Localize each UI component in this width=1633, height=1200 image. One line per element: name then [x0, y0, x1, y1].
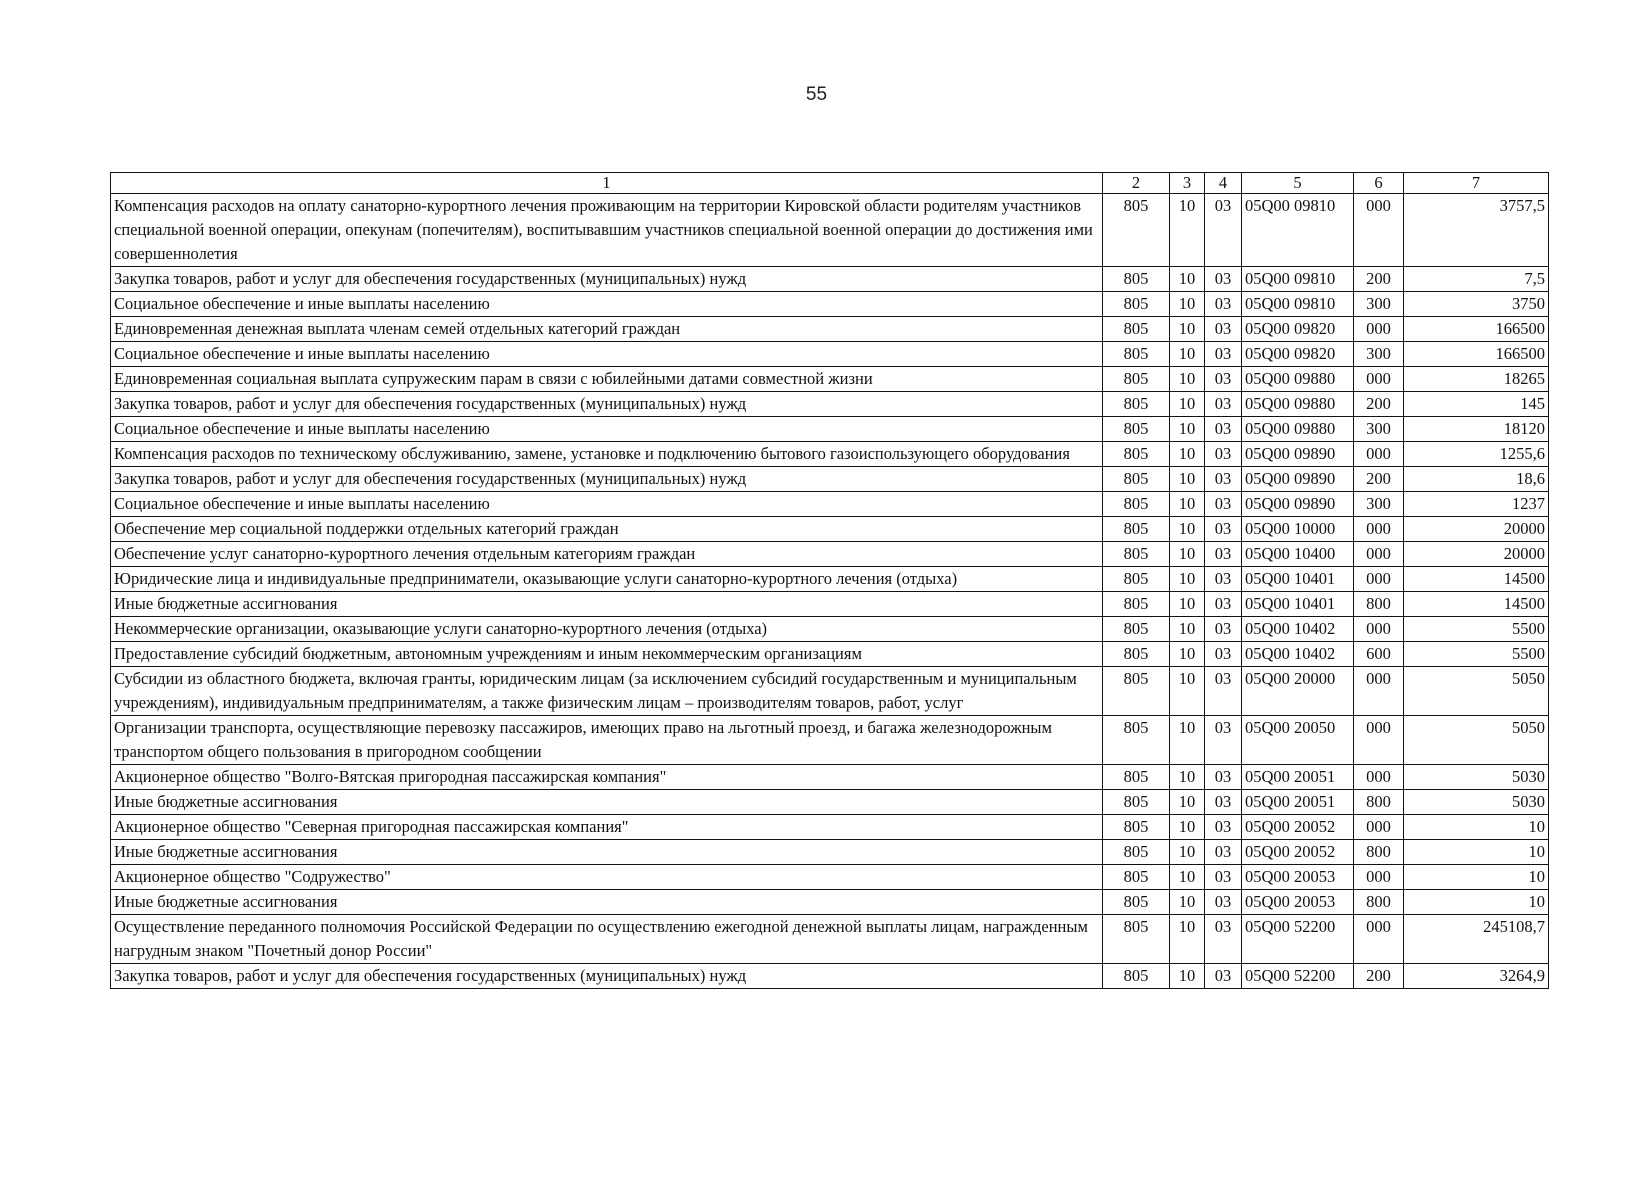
row-ved-cell: 805	[1103, 292, 1170, 317]
row-amount-cell: 3750	[1404, 292, 1549, 317]
row-section-cell: 10	[1170, 292, 1205, 317]
row-subsection-cell: 03	[1205, 317, 1242, 342]
row-section-cell: 10	[1170, 417, 1205, 442]
row-ved-cell: 805	[1103, 317, 1170, 342]
row-name-cell: Иные бюджетные ассигнования	[111, 790, 1103, 815]
row-name-cell: Закупка товаров, работ и услуг для обеспечения государственных (муниципальных) нужд	[111, 467, 1103, 492]
row-subsection-cell: 03	[1205, 865, 1242, 890]
row-amount-cell: 10	[1404, 865, 1549, 890]
row-name-cell: Иные бюджетные ассигнования	[111, 890, 1103, 915]
row-target-article-cell: 05Q00 09880	[1242, 417, 1354, 442]
table-row	[111, 865, 1549, 890]
row-name-cell: Социальное обеспечение и иные выплаты населению	[111, 417, 1103, 442]
row-expense-type-cell: 300	[1354, 492, 1404, 517]
column-header: 1	[111, 173, 1103, 194]
row-ved-cell: 805	[1103, 267, 1170, 292]
table-row	[111, 392, 1549, 417]
row-amount-cell: 5050	[1404, 667, 1549, 716]
row-section-cell: 10	[1170, 517, 1205, 542]
row-ved-cell: 805	[1103, 716, 1170, 765]
row-name-cell: Закупка товаров, работ и услуг для обеспечения государственных (муниципальных) нужд	[111, 267, 1103, 292]
table-body	[111, 194, 1549, 989]
row-target-article-cell: 05Q00 10000	[1242, 517, 1354, 542]
row-target-article-cell: 05Q00 52200	[1242, 964, 1354, 989]
row-expense-type-cell: 000	[1354, 865, 1404, 890]
row-subsection-cell: 03	[1205, 292, 1242, 317]
row-section-cell: 10	[1170, 442, 1205, 467]
row-expense-type-cell: 800	[1354, 790, 1404, 815]
row-expense-type-cell: 200	[1354, 392, 1404, 417]
table-row	[111, 642, 1549, 667]
row-expense-type-cell: 000	[1354, 617, 1404, 642]
row-expense-type-cell: 000	[1354, 765, 1404, 790]
row-target-article-cell: 05Q00 20051	[1242, 765, 1354, 790]
row-expense-type-cell: 000	[1354, 317, 1404, 342]
table-row	[111, 342, 1549, 367]
row-section-cell: 10	[1170, 642, 1205, 667]
row-target-article-cell: 05Q00 10401	[1242, 592, 1354, 617]
row-subsection-cell: 03	[1205, 492, 1242, 517]
table-header	[111, 173, 1549, 194]
row-amount-cell: 18,6	[1404, 467, 1549, 492]
table-row	[111, 194, 1549, 267]
row-name-cell: Предоставление субсидий бюджетным, автономным учреждениям и иным некоммерческим организациям	[111, 642, 1103, 667]
row-section-cell: 10	[1170, 542, 1205, 567]
row-section-cell: 10	[1170, 592, 1205, 617]
row-ved-cell: 805	[1103, 367, 1170, 392]
row-amount-cell: 5030	[1404, 790, 1549, 815]
row-section-cell: 10	[1170, 492, 1205, 517]
row-section-cell: 10	[1170, 815, 1205, 840]
row-target-article-cell: 05Q00 09810	[1242, 292, 1354, 317]
row-expense-type-cell: 000	[1354, 915, 1404, 964]
row-subsection-cell: 03	[1205, 517, 1242, 542]
row-name-cell: Субсидии из областного бюджета, включая гранты, юридическим лицам (за исключением субсидий государственным и муниципальным учреждениям), индивидуальным предпринимателям, а также физическим лицам – производителям товаров, работ, услуг	[111, 667, 1103, 716]
row-section-cell: 10	[1170, 667, 1205, 716]
row-expense-type-cell: 000	[1354, 716, 1404, 765]
row-section-cell: 10	[1170, 194, 1205, 267]
row-amount-cell: 20000	[1404, 517, 1549, 542]
row-amount-cell: 3757,5	[1404, 194, 1549, 267]
row-subsection-cell: 03	[1205, 417, 1242, 442]
row-target-article-cell: 05Q00 09880	[1242, 392, 1354, 417]
row-expense-type-cell: 800	[1354, 840, 1404, 865]
row-ved-cell: 805	[1103, 617, 1170, 642]
row-amount-cell: 3264,9	[1404, 964, 1549, 989]
table-row	[111, 617, 1549, 642]
row-expense-type-cell: 200	[1354, 267, 1404, 292]
row-expense-type-cell: 000	[1354, 815, 1404, 840]
row-amount-cell: 5500	[1404, 617, 1549, 642]
row-subsection-cell: 03	[1205, 592, 1242, 617]
row-section-cell: 10	[1170, 392, 1205, 417]
row-subsection-cell: 03	[1205, 890, 1242, 915]
row-subsection-cell: 03	[1205, 567, 1242, 592]
row-target-article-cell: 05Q00 10402	[1242, 642, 1354, 667]
row-target-article-cell: 05Q00 20050	[1242, 716, 1354, 765]
row-target-article-cell: 05Q00 09880	[1242, 367, 1354, 392]
row-ved-cell: 805	[1103, 964, 1170, 989]
column-header: 4	[1205, 173, 1242, 194]
row-subsection-cell: 03	[1205, 840, 1242, 865]
row-target-article-cell: 05Q00 09820	[1242, 342, 1354, 367]
row-name-cell: Социальное обеспечение и иные выплаты населению	[111, 492, 1103, 517]
row-target-article-cell: 05Q00 20053	[1242, 865, 1354, 890]
row-name-cell: Осуществление переданного полномочия Российской Федерации по осуществлению ежегодной денежной выплаты лицам, награжденным нагрудным знаком "Почетный донор России"	[111, 915, 1103, 964]
row-expense-type-cell: 000	[1354, 367, 1404, 392]
row-ved-cell: 805	[1103, 567, 1170, 592]
row-name-cell: Акционерное общество "Волго-Вятская пригородная пассажирская компания"	[111, 765, 1103, 790]
row-subsection-cell: 03	[1205, 194, 1242, 267]
row-target-article-cell: 05Q00 20052	[1242, 815, 1354, 840]
row-name-cell: Некоммерческие организации, оказывающие услуги санаторно-курортного лечения (отдыха)	[111, 617, 1103, 642]
table-row	[111, 292, 1549, 317]
row-ved-cell: 805	[1103, 467, 1170, 492]
row-target-article-cell: 05Q00 09890	[1242, 467, 1354, 492]
row-subsection-cell: 03	[1205, 667, 1242, 716]
row-target-article-cell: 05Q00 20000	[1242, 667, 1354, 716]
row-name-cell: Социальное обеспечение и иные выплаты населению	[111, 292, 1103, 317]
row-subsection-cell: 03	[1205, 716, 1242, 765]
row-section-cell: 10	[1170, 964, 1205, 989]
table-row	[111, 442, 1549, 467]
row-section-cell: 10	[1170, 267, 1205, 292]
row-target-article-cell: 05Q00 09810	[1242, 194, 1354, 267]
row-amount-cell: 10	[1404, 890, 1549, 915]
row-target-article-cell: 05Q00 09890	[1242, 492, 1354, 517]
row-section-cell: 10	[1170, 367, 1205, 392]
row-ved-cell: 805	[1103, 890, 1170, 915]
row-amount-cell: 245108,7	[1404, 915, 1549, 964]
row-expense-type-cell: 200	[1354, 964, 1404, 989]
column-header: 2	[1103, 173, 1170, 194]
page-number: 55	[805, 84, 828, 105]
row-name-cell: Акционерное общество "Содружество"	[111, 865, 1103, 890]
row-amount-cell: 10	[1404, 815, 1549, 840]
table-row	[111, 267, 1549, 292]
row-expense-type-cell: 000	[1354, 442, 1404, 467]
row-amount-cell: 14500	[1404, 592, 1549, 617]
row-subsection-cell: 03	[1205, 392, 1242, 417]
row-expense-type-cell: 200	[1354, 467, 1404, 492]
row-expense-type-cell: 000	[1354, 517, 1404, 542]
row-expense-type-cell: 000	[1354, 567, 1404, 592]
row-name-cell: Компенсация расходов по техническому обслуживанию, замене, установке и подключению бытового газоиспользующего оборудования	[111, 442, 1103, 467]
row-ved-cell: 805	[1103, 442, 1170, 467]
row-section-cell: 10	[1170, 317, 1205, 342]
row-expense-type-cell: 300	[1354, 417, 1404, 442]
table-row	[111, 517, 1549, 542]
column-header: 6	[1354, 173, 1404, 194]
row-amount-cell: 7,5	[1404, 267, 1549, 292]
row-subsection-cell: 03	[1205, 267, 1242, 292]
row-section-cell: 10	[1170, 915, 1205, 964]
table-row	[111, 765, 1549, 790]
row-name-cell: Социальное обеспечение и иные выплаты населению	[111, 342, 1103, 367]
budget-table	[110, 172, 1549, 989]
row-subsection-cell: 03	[1205, 765, 1242, 790]
row-amount-cell: 145	[1404, 392, 1549, 417]
row-subsection-cell: 03	[1205, 617, 1242, 642]
table-row	[111, 592, 1549, 617]
table-row	[111, 716, 1549, 765]
row-target-article-cell: 05Q00 09890	[1242, 442, 1354, 467]
row-ved-cell: 805	[1103, 342, 1170, 367]
row-amount-cell: 18265	[1404, 367, 1549, 392]
row-section-cell: 10	[1170, 840, 1205, 865]
row-target-article-cell: 05Q00 20051	[1242, 790, 1354, 815]
row-ved-cell: 805	[1103, 417, 1170, 442]
column-header: 3	[1170, 173, 1205, 194]
row-target-article-cell: 05Q00 09810	[1242, 267, 1354, 292]
row-ved-cell: 805	[1103, 915, 1170, 964]
row-name-cell: Единовременная денежная выплата членам семей отдельных категорий граждан	[111, 317, 1103, 342]
row-name-cell: Акционерное общество "Северная пригородная пассажирская компания"	[111, 815, 1103, 840]
row-subsection-cell: 03	[1205, 342, 1242, 367]
row-target-article-cell: 05Q00 10401	[1242, 567, 1354, 592]
table-row	[111, 790, 1549, 815]
row-amount-cell: 166500	[1404, 317, 1549, 342]
row-amount-cell: 18120	[1404, 417, 1549, 442]
row-subsection-cell: 03	[1205, 642, 1242, 667]
table-row	[111, 317, 1549, 342]
row-section-cell: 10	[1170, 567, 1205, 592]
row-expense-type-cell: 800	[1354, 592, 1404, 617]
row-section-cell: 10	[1170, 765, 1205, 790]
table-row	[111, 567, 1549, 592]
column-header: 7	[1404, 173, 1549, 194]
row-ved-cell: 805	[1103, 865, 1170, 890]
row-expense-type-cell: 000	[1354, 667, 1404, 716]
row-name-cell: Организации транспорта, осуществляющие перевозку пассажиров, имеющих право на льготный проезд, и багажа железнодорожным транспортом общего пользования в пригородном сообщении	[111, 716, 1103, 765]
row-expense-type-cell: 300	[1354, 342, 1404, 367]
table-row	[111, 492, 1549, 517]
table-row	[111, 964, 1549, 989]
row-ved-cell: 805	[1103, 517, 1170, 542]
row-ved-cell: 805	[1103, 790, 1170, 815]
row-expense-type-cell: 600	[1354, 642, 1404, 667]
row-section-cell: 10	[1170, 342, 1205, 367]
row-subsection-cell: 03	[1205, 915, 1242, 964]
row-section-cell: 10	[1170, 890, 1205, 915]
row-amount-cell: 1255,6	[1404, 442, 1549, 467]
table-row	[111, 890, 1549, 915]
row-target-article-cell: 05Q00 20053	[1242, 890, 1354, 915]
row-target-article-cell: 05Q00 10402	[1242, 617, 1354, 642]
row-name-cell: Обеспечение мер социальной поддержки отдельных категорий граждан	[111, 517, 1103, 542]
row-target-article-cell: 05Q00 10400	[1242, 542, 1354, 567]
row-ved-cell: 805	[1103, 815, 1170, 840]
row-subsection-cell: 03	[1205, 442, 1242, 467]
row-expense-type-cell: 000	[1354, 542, 1404, 567]
row-section-cell: 10	[1170, 467, 1205, 492]
row-ved-cell: 805	[1103, 194, 1170, 267]
row-ved-cell: 805	[1103, 392, 1170, 417]
row-subsection-cell: 03	[1205, 467, 1242, 492]
row-subsection-cell: 03	[1205, 790, 1242, 815]
row-name-cell: Единовременная социальная выплата супружеским парам в связи с юбилейными датами совместной жизни	[111, 367, 1103, 392]
row-ved-cell: 805	[1103, 592, 1170, 617]
row-amount-cell: 5050	[1404, 716, 1549, 765]
row-name-cell: Юридические лица и индивидуальные предприниматели, оказывающие услуги санаторно-курортного лечения (отдыха)	[111, 567, 1103, 592]
row-expense-type-cell: 800	[1354, 890, 1404, 915]
row-expense-type-cell: 300	[1354, 292, 1404, 317]
row-amount-cell: 5500	[1404, 642, 1549, 667]
row-section-cell: 10	[1170, 617, 1205, 642]
table-row	[111, 367, 1549, 392]
row-ved-cell: 805	[1103, 667, 1170, 716]
row-name-cell: Закупка товаров, работ и услуг для обеспечения государственных (муниципальных) нужд	[111, 964, 1103, 989]
row-section-cell: 10	[1170, 790, 1205, 815]
row-amount-cell: 10	[1404, 840, 1549, 865]
row-ved-cell: 805	[1103, 542, 1170, 567]
row-expense-type-cell: 000	[1354, 194, 1404, 267]
table-row	[111, 417, 1549, 442]
table-row	[111, 840, 1549, 865]
row-subsection-cell: 03	[1205, 367, 1242, 392]
row-target-article-cell: 05Q00 09820	[1242, 317, 1354, 342]
row-amount-cell: 5030	[1404, 765, 1549, 790]
row-target-article-cell: 05Q00 52200	[1242, 915, 1354, 964]
row-subsection-cell: 03	[1205, 964, 1242, 989]
row-subsection-cell: 03	[1205, 815, 1242, 840]
row-name-cell: Закупка товаров, работ и услуг для обеспечения государственных (муниципальных) нужд	[111, 392, 1103, 417]
row-name-cell: Обеспечение услуг санаторно-курортного лечения отдельным категориям граждан	[111, 542, 1103, 567]
row-amount-cell: 20000	[1404, 542, 1549, 567]
row-name-cell: Иные бюджетные ассигнования	[111, 592, 1103, 617]
row-ved-cell: 805	[1103, 642, 1170, 667]
row-section-cell: 10	[1170, 865, 1205, 890]
row-ved-cell: 805	[1103, 840, 1170, 865]
table-row	[111, 667, 1549, 716]
row-ved-cell: 805	[1103, 492, 1170, 517]
row-name-cell: Компенсация расходов на оплату санаторно-курортного лечения проживающим на территории Кировской области родителям участников специальной военной операции, опекунам (попечителям), воспитывавшим участников специальной военной операции до достижения ими совершеннолетия	[111, 194, 1103, 267]
column-header: 5	[1242, 173, 1354, 194]
table-row	[111, 467, 1549, 492]
row-section-cell: 10	[1170, 716, 1205, 765]
table-row	[111, 542, 1549, 567]
row-target-article-cell: 05Q00 20052	[1242, 840, 1354, 865]
row-subsection-cell: 03	[1205, 542, 1242, 567]
row-amount-cell: 166500	[1404, 342, 1549, 367]
table-row	[111, 815, 1549, 840]
row-amount-cell: 14500	[1404, 567, 1549, 592]
table-row	[111, 915, 1549, 964]
row-ved-cell: 805	[1103, 765, 1170, 790]
row-name-cell: Иные бюджетные ассигнования	[111, 840, 1103, 865]
row-amount-cell: 1237	[1404, 492, 1549, 517]
